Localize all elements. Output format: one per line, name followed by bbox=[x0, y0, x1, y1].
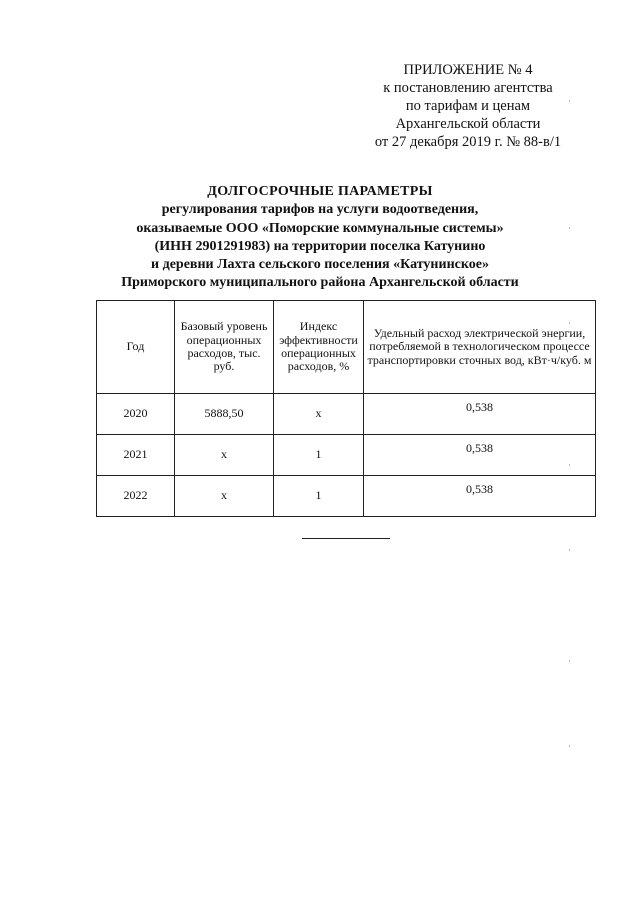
document-title bbox=[40, 183, 600, 293]
cell-efficiency-index: х bbox=[274, 394, 364, 435]
title-line: регулирования тарифов на услуги водоотведения, bbox=[161, 202, 479, 218]
appendix-line: к постановлению агентства bbox=[383, 80, 553, 96]
cell-base-level: х bbox=[175, 435, 274, 476]
cell-base-level: 5888,50 bbox=[175, 394, 274, 435]
parameters-table bbox=[96, 300, 596, 517]
cell-base-level: х bbox=[175, 476, 274, 517]
closing-divider bbox=[302, 538, 390, 539]
cell-year: 2021 bbox=[97, 435, 175, 476]
table-header-row bbox=[97, 301, 596, 394]
cell-energy: 0,538 bbox=[364, 435, 596, 476]
table-row bbox=[97, 394, 596, 435]
cell-year: 2022 bbox=[97, 476, 175, 517]
appendix-line: от 27 декабря 2019 г. № 88-в/1 bbox=[374, 134, 562, 150]
header-efficiency-index: Индекс эффективности операционных расходов, % bbox=[274, 301, 364, 394]
title-line: ДОЛГОСРОЧНЫЕ ПАРАМЕТРЫ bbox=[207, 184, 433, 199]
title-line: оказываемые ООО «Поморские коммунальные системы» bbox=[136, 220, 504, 236]
appendix-header bbox=[345, 61, 591, 151]
table-row bbox=[97, 435, 596, 476]
cell-year: 2020 bbox=[97, 394, 175, 435]
cell-efficiency-index: 1 bbox=[274, 476, 364, 517]
appendix-number: ПРИЛОЖЕНИЕ № 4 bbox=[403, 62, 533, 78]
header-base-level: Базовый уровень операционных расходов, тыс. руб. bbox=[175, 301, 274, 394]
appendix-line: Архангельской области bbox=[395, 116, 541, 132]
cell-energy: 0,538 bbox=[364, 394, 596, 435]
cell-efficiency-index: 1 bbox=[274, 435, 364, 476]
title-line: (ИНН 2901291983) на территории поселка Катунино bbox=[154, 238, 486, 254]
title-line: и деревни Лахта сельского поселения «Катунинское» bbox=[151, 257, 489, 273]
appendix-line: по тарифам и ценам bbox=[405, 98, 531, 114]
cell-energy: 0,538 bbox=[364, 476, 596, 517]
header-year: Год bbox=[97, 301, 175, 394]
title-line: Приморского муниципального района Архангельской области bbox=[121, 275, 519, 291]
header-energy: Удельный расход электрической энергии, потребляемой в технологическом процессе транспортировки сточных вод, кВт·ч/куб. м bbox=[364, 301, 596, 394]
table-row bbox=[97, 476, 596, 517]
